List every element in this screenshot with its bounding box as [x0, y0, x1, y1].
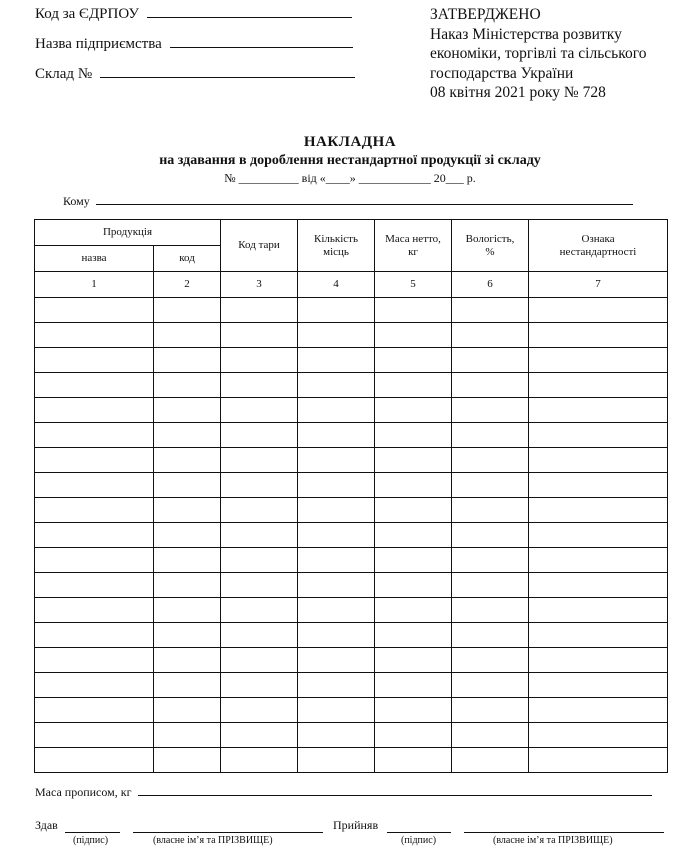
table-cell[interactable]	[154, 298, 221, 323]
col-number-3: 3	[221, 272, 298, 298]
table-cell[interactable]	[221, 348, 298, 373]
approval-line-5: 08 квітня 2021 року № 728	[430, 84, 606, 101]
table-cell[interactable]	[221, 398, 298, 423]
table-cell[interactable]	[452, 473, 529, 498]
table-row	[35, 498, 668, 523]
table-cell[interactable]	[529, 348, 668, 373]
table-cell[interactable]	[452, 573, 529, 598]
table-row	[35, 723, 668, 748]
col-moisture	[452, 220, 529, 272]
table-cell[interactable]	[375, 473, 452, 498]
table-cell[interactable]	[35, 423, 154, 448]
col-group-product: Продукція	[35, 220, 221, 246]
table-cell[interactable]	[35, 648, 154, 673]
table-cell[interactable]	[154, 673, 221, 698]
table-cell[interactable]	[375, 373, 452, 398]
table-cell[interactable]	[221, 623, 298, 648]
table-cell[interactable]	[452, 648, 529, 673]
table-cell[interactable]	[298, 323, 375, 348]
table-cell[interactable]	[375, 448, 452, 473]
approval-line-1: ЗАТВЕРДЖЕНО	[430, 6, 541, 23]
table-cell[interactable]	[375, 623, 452, 648]
table-cell[interactable]	[35, 448, 154, 473]
table-cell[interactable]	[154, 648, 221, 673]
table-cell[interactable]	[154, 748, 221, 773]
product-table	[34, 219, 668, 773]
table-cell[interactable]	[298, 473, 375, 498]
received-label: Прийняв	[333, 818, 379, 832]
table-cell[interactable]	[529, 523, 668, 548]
table-cell[interactable]	[221, 423, 298, 448]
col-places	[298, 220, 375, 272]
table-cell[interactable]	[529, 748, 668, 773]
col-product-name: назва	[35, 246, 154, 272]
table-cell[interactable]	[375, 698, 452, 723]
table-cell[interactable]	[298, 598, 375, 623]
table-row	[35, 373, 668, 398]
table-cell[interactable]	[375, 498, 452, 523]
table-cell[interactable]	[221, 698, 298, 723]
table-cell[interactable]	[452, 723, 529, 748]
table-cell[interactable]	[221, 373, 298, 398]
recipient-line	[63, 194, 633, 209]
table-cell[interactable]	[298, 573, 375, 598]
table-cell[interactable]	[375, 298, 452, 323]
table-cell[interactable]	[529, 498, 668, 523]
edrpou-blank[interactable]	[147, 16, 352, 18]
table-cell[interactable]	[221, 723, 298, 748]
table-cell[interactable]	[35, 523, 154, 548]
table-cell[interactable]	[221, 673, 298, 698]
table-cell[interactable]	[529, 648, 668, 673]
handed-signature-blank[interactable]	[65, 831, 120, 833]
handed-name-blank[interactable]	[133, 831, 323, 833]
table-cell[interactable]	[529, 673, 668, 698]
table-cell[interactable]	[529, 323, 668, 348]
received-name-blank[interactable]	[464, 831, 664, 833]
table-cell[interactable]	[221, 523, 298, 548]
col-places-line2: місць	[323, 245, 349, 258]
table-cell[interactable]	[298, 673, 375, 698]
table-cell[interactable]	[154, 598, 221, 623]
table-cell[interactable]	[35, 723, 154, 748]
table-cell[interactable]	[154, 398, 221, 423]
table-cell[interactable]	[154, 623, 221, 648]
table-cell[interactable]	[452, 748, 529, 773]
table-cell[interactable]	[154, 348, 221, 373]
table-cell[interactable]	[35, 623, 154, 648]
col-number-1: 1	[35, 272, 154, 298]
table-cell[interactable]	[375, 648, 452, 673]
approval-line-3: економіки, торгівлі та сільського	[430, 45, 647, 62]
table-cell[interactable]	[375, 423, 452, 448]
table-row	[35, 548, 668, 573]
table-row	[35, 623, 668, 648]
table-cell[interactable]	[154, 548, 221, 573]
table-cell[interactable]	[375, 348, 452, 373]
warehouse-line	[35, 66, 355, 83]
table-row	[35, 448, 668, 473]
edrpou-line	[35, 6, 352, 23]
table-cell[interactable]	[452, 598, 529, 623]
table-cell[interactable]	[375, 523, 452, 548]
approval-line-2: Наказ Міністерства розвитку	[430, 25, 622, 43]
table-cell[interactable]	[375, 723, 452, 748]
col-moisture-line2: %	[485, 245, 495, 258]
table-cell[interactable]	[529, 398, 668, 423]
table-cell[interactable]	[35, 373, 154, 398]
col-mass-line1: Маса нетто,	[385, 232, 441, 245]
table-cell[interactable]	[221, 323, 298, 348]
col-places-line1: Кількість	[314, 232, 359, 245]
col-number-2: 2	[154, 272, 221, 298]
table-row	[35, 648, 668, 673]
table-cell[interactable]	[529, 623, 668, 648]
table-cell[interactable]	[375, 398, 452, 423]
recipient-blank[interactable]	[96, 203, 633, 205]
table-row	[35, 398, 668, 423]
table-cell[interactable]	[452, 673, 529, 698]
table-cell[interactable]	[375, 323, 452, 348]
handed-signature-caption: (підпис)	[73, 835, 109, 846]
col-number-4: 4	[298, 272, 375, 298]
table-row	[35, 673, 668, 698]
document-title: НАКЛАДНА	[303, 134, 397, 150]
table-cell[interactable]	[298, 648, 375, 673]
table-cell[interactable]	[298, 623, 375, 648]
table-cell[interactable]	[529, 573, 668, 598]
table-cell[interactable]	[154, 523, 221, 548]
table-cell[interactable]	[154, 498, 221, 523]
table-row	[35, 698, 668, 723]
table-cell[interactable]	[529, 548, 668, 573]
table-row	[35, 598, 668, 623]
enterprise-blank[interactable]	[170, 46, 353, 48]
table-cell[interactable]	[298, 498, 375, 523]
handed-label: Здав	[35, 818, 58, 832]
table-cell[interactable]	[221, 748, 298, 773]
edrpou-label: Код за ЄДРПОУ	[35, 6, 139, 22]
table-cell[interactable]	[35, 398, 154, 423]
col-nonstandard-sign	[529, 220, 668, 272]
table-row	[35, 473, 668, 498]
table-cell[interactable]	[35, 673, 154, 698]
col-moisture-line1: Вологість,	[465, 232, 515, 245]
table-cell[interactable]	[221, 573, 298, 598]
table-cell[interactable]	[35, 348, 154, 373]
table-cell[interactable]	[452, 523, 529, 548]
table-cell[interactable]	[452, 698, 529, 723]
table-cell[interactable]	[298, 723, 375, 748]
table-cell[interactable]	[35, 298, 154, 323]
table-cell[interactable]	[375, 573, 452, 598]
table-row	[35, 298, 668, 323]
table-cell[interactable]	[452, 448, 529, 473]
col-sign-line1: Ознака	[581, 232, 615, 245]
table-cell[interactable]	[452, 373, 529, 398]
enterprise-line	[35, 36, 353, 53]
col-number-5: 5	[375, 272, 452, 298]
table-cell[interactable]	[452, 623, 529, 648]
table-cell[interactable]	[35, 548, 154, 573]
document-subtitle: на здавання в дороблення нестандартної продукції зі складу	[159, 153, 541, 168]
table-cell[interactable]	[529, 423, 668, 448]
table-cell[interactable]	[298, 398, 375, 423]
table-cell[interactable]	[221, 498, 298, 523]
table-cell[interactable]	[154, 448, 221, 473]
table-cell[interactable]	[375, 598, 452, 623]
col-sign-line2: нестандартності	[559, 245, 637, 258]
table-cell[interactable]	[452, 398, 529, 423]
table-row	[35, 423, 668, 448]
table-cell[interactable]	[154, 573, 221, 598]
table-cell[interactable]	[375, 673, 452, 698]
table-cell[interactable]	[154, 723, 221, 748]
number-date-line[interactable]: № __________ від «____» ____________ 20___ р.	[224, 171, 476, 185]
table-cell[interactable]	[154, 373, 221, 398]
table-cell[interactable]	[298, 423, 375, 448]
table-cell[interactable]	[298, 298, 375, 323]
table-cell[interactable]	[298, 698, 375, 723]
mass-in-words-blank[interactable]	[138, 794, 652, 796]
approval-line-4: господарства України	[430, 64, 574, 82]
received-signature-blank[interactable]	[387, 831, 451, 833]
table-cell[interactable]	[221, 473, 298, 498]
col-net-mass	[375, 220, 452, 272]
table-cell[interactable]	[154, 423, 221, 448]
table-cell[interactable]	[298, 448, 375, 473]
recipient-label: Кому	[63, 194, 90, 208]
table-cell[interactable]	[35, 748, 154, 773]
warehouse-blank[interactable]	[100, 76, 355, 78]
table-cell[interactable]	[298, 523, 375, 548]
table-cell[interactable]	[452, 548, 529, 573]
table-row	[35, 523, 668, 548]
table-cell[interactable]	[298, 348, 375, 373]
table-row	[35, 348, 668, 373]
table-cell[interactable]	[35, 498, 154, 523]
table-body	[35, 298, 668, 773]
table-cell[interactable]	[35, 323, 154, 348]
table-cell[interactable]	[529, 298, 668, 323]
table-row	[35, 323, 668, 348]
table-cell[interactable]	[452, 348, 529, 373]
table-cell[interactable]	[529, 448, 668, 473]
table-cell[interactable]	[35, 698, 154, 723]
table-cell[interactable]	[529, 473, 668, 498]
table-cell[interactable]	[529, 723, 668, 748]
table-cell[interactable]	[375, 548, 452, 573]
table-cell[interactable]	[452, 498, 529, 523]
col-number-7: 7	[529, 272, 668, 298]
col-number-6: 6	[452, 272, 529, 298]
warehouse-label: Склад №	[35, 66, 93, 82]
table-cell[interactable]	[35, 573, 154, 598]
table-cell[interactable]	[221, 648, 298, 673]
approval-block	[430, 5, 646, 103]
table-cell[interactable]	[35, 473, 154, 498]
table-row	[35, 573, 668, 598]
col-mass-line2: кг	[408, 245, 418, 258]
table-cell[interactable]	[452, 298, 529, 323]
table-cell[interactable]	[298, 748, 375, 773]
table-cell[interactable]	[221, 448, 298, 473]
table-cell[interactable]	[529, 698, 668, 723]
table-cell[interactable]	[221, 598, 298, 623]
mass-in-words-label: Маса прописом, кг	[35, 785, 132, 799]
table-cell[interactable]	[452, 323, 529, 348]
received-name-caption: (власне ім’я та ПРІЗВИЩЕ)	[493, 835, 613, 846]
table-cell[interactable]	[298, 373, 375, 398]
table-row	[35, 748, 668, 773]
table-cell[interactable]	[298, 548, 375, 573]
col-tare-code: Код тари	[221, 220, 298, 272]
received-signature-caption: (підпис)	[401, 835, 437, 846]
enterprise-label: Назва підприємства	[35, 36, 162, 52]
mass-in-words-line	[35, 785, 652, 800]
table-cell[interactable]	[154, 473, 221, 498]
table-cell[interactable]	[529, 598, 668, 623]
table-cell[interactable]	[221, 548, 298, 573]
col-product-code: код	[154, 246, 221, 272]
table-cell[interactable]	[35, 598, 154, 623]
table-cell[interactable]	[154, 323, 221, 348]
table-cell[interactable]	[221, 298, 298, 323]
table-cell[interactable]	[529, 373, 668, 398]
table-cell[interactable]	[452, 423, 529, 448]
handed-name-caption: (власне ім’я та ПРІЗВИЩЕ)	[153, 835, 273, 846]
table-cell[interactable]	[154, 698, 221, 723]
table-cell[interactable]	[375, 748, 452, 773]
